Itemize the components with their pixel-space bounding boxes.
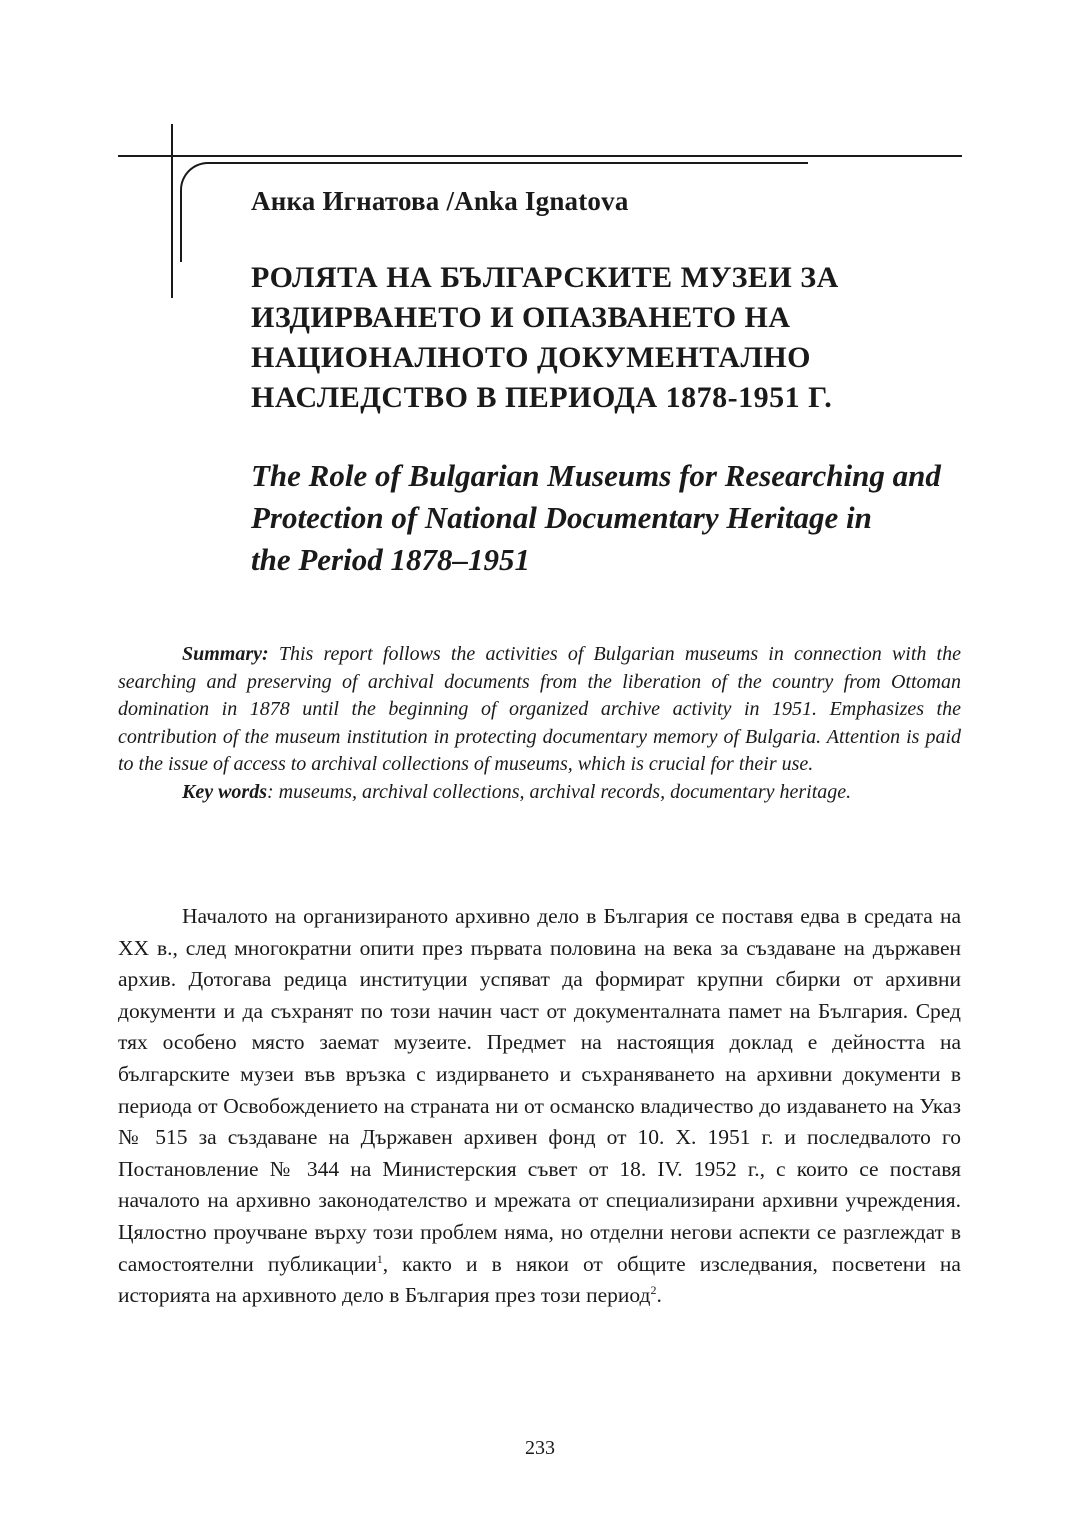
title-english [251,455,1051,581]
title-bg-line: РОЛЯТА НА БЪЛГАРСКИТЕ МУЗЕИ ЗА [251,261,839,294]
author-name: Анка Игнатова /Anka Ignatova [251,186,629,216]
body-text-part: Началото на организираното архивно дело в България се поставя едва в средата на XX в., след многократни опити през първата половина на века за създаване на държавен архив. Дотогава редица институции успяват да формират крупни сбирки от архивни документи и да съхранят по този начин част от документалната памет на България. Сред тях особено място заемат музеите. Предмет на настоящия доклад е дейността на българските музеи във връзка с издирването и съхраняването на архивни документи в периода от Освобождението на страната ни от османско владичество до издаването на Указ № 515 за създаване на Държавен архивен фонд от 10. X. 1951 г. и последвалото го Постановление № 344 на Министерския съвет от 18. IV. 1952 г., с които се поставя началото на архивно законодателство и мрежата от специализирани архивни учреждения. Цялостно проучване върху този проблем няма, но отделни негови аспекти се разглеждат в самостоятелни публикации [118,904,961,1276]
keywords-paragraph [118,779,961,807]
frame-horizontal-line [118,155,962,157]
keywords-label: Key words [182,780,267,803]
title-en-line: Protection of National Documentary Heritage in [251,500,872,535]
title-bg-line: НАСЛЕДСТВО В ПЕРИОДА 1878-1951 Г. [251,381,833,414]
body-paragraph [118,901,961,1312]
summary-label: Summary: [182,643,269,665]
summary-text: This report follows the activities of Bulgarian museums in connection with the searching and preserving of archival documents from the liberation of the country from Ottoman domination in 1878 until the beginning of organized archive activity in 1951. Emphasizes the contribution of the museum institution in protecting documentary memory of Bulgaria. Attention is paid to the issue of access to archival collections of museums, which is crucial for their use. [118,643,961,775]
body-text-part: . [656,1283,662,1308]
body-text-part: , както и в някои от общите изследвания, посветени на историята на архивното дело в България през този период [118,1251,961,1308]
title-en-line: the Period 1878–1951 [251,542,530,577]
keywords-text: : museums, archival collections, archival records, documentary heritage. [267,780,852,803]
footnote-ref[interactable]: 1 [376,1251,383,1266]
title-bg-line: НАЦИОНАЛНОТО ДОКУМЕНТАЛНО [251,341,811,374]
title-en-line: The Role of Bulgarian Museums for Researching and [251,458,941,493]
frame-corner-curve [180,162,220,262]
title-bulgarian [251,258,991,418]
frame-inner-line [210,162,808,164]
page-number: 233 [525,1437,555,1459]
summary-paragraph [118,641,961,779]
title-bg-line: ИЗДИРВАНЕТО И ОПАЗВАНЕТО НА [251,301,791,334]
frame-vertical-line [171,124,173,298]
footnote-ref[interactable]: 2 [650,1282,657,1297]
body-text [118,901,961,1312]
abstract [118,641,961,806]
